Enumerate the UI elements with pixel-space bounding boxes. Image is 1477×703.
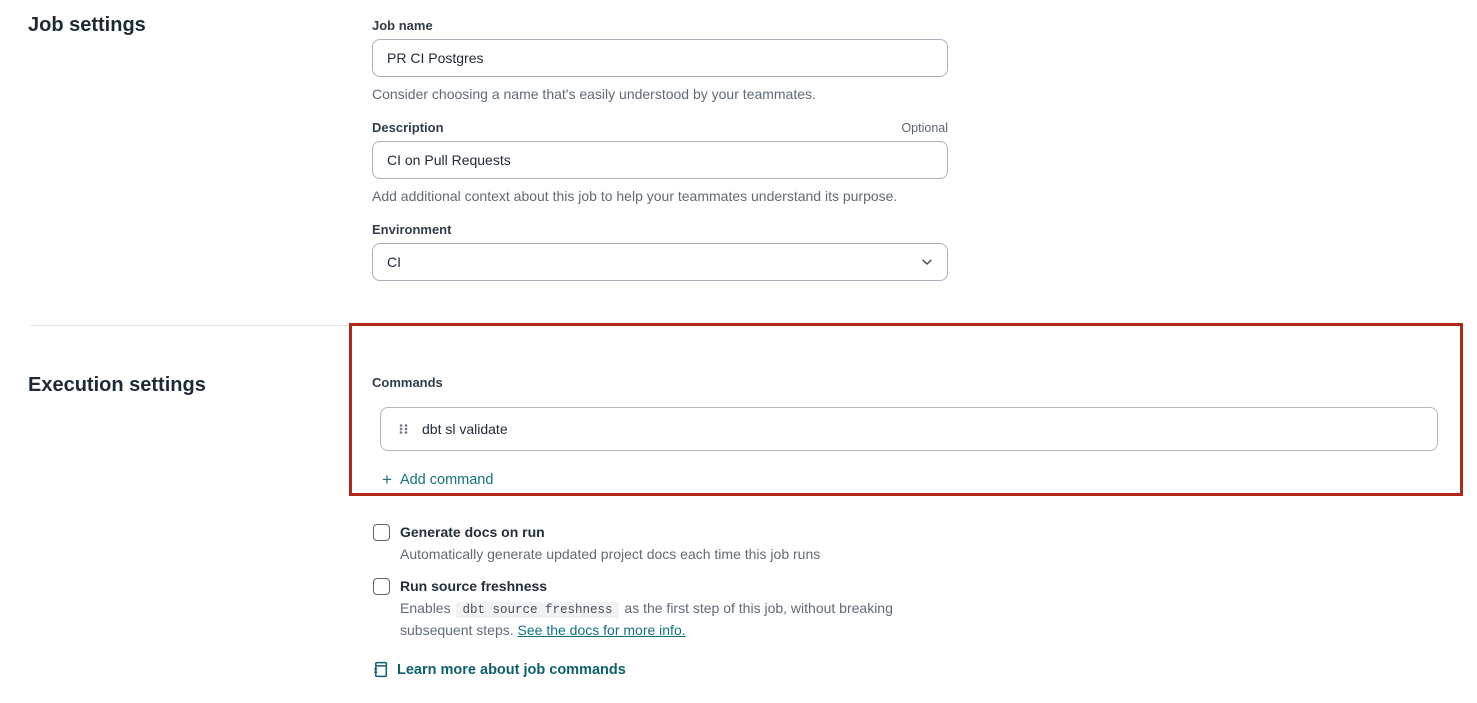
environment-label: Environment bbox=[372, 222, 452, 237]
job-settings-form bbox=[372, 18, 948, 281]
plus-icon: + bbox=[382, 470, 392, 489]
source-freshness-group bbox=[373, 578, 960, 640]
generate-docs-checkbox[interactable] bbox=[373, 524, 390, 541]
section-divider bbox=[30, 325, 1463, 326]
job-name-helper: Consider choosing a name that's easily understood by your teammates. bbox=[372, 86, 816, 102]
generate-docs-helper: Automatically generate updated project docs each time this job runs bbox=[400, 546, 821, 562]
source-freshness-helper-prefix: Enables bbox=[400, 600, 451, 616]
description-input[interactable] bbox=[372, 141, 948, 179]
source-freshness-code: dbt source freshness bbox=[456, 602, 618, 618]
add-command-button[interactable] bbox=[382, 471, 493, 488]
learn-more-label: Learn more about job commands bbox=[397, 661, 626, 678]
environment-selected-value: CI bbox=[387, 254, 401, 270]
command-row bbox=[380, 407, 1438, 451]
add-command-label: Add command bbox=[399, 471, 494, 488]
command-input[interactable] bbox=[422, 421, 1425, 437]
description-helper: Add additional context about this job to help your teammates understand its purpose. bbox=[372, 188, 898, 204]
generate-docs-label[interactable]: Generate docs on run bbox=[400, 524, 545, 540]
generate-docs-group bbox=[373, 524, 960, 564]
source-freshness-checkbox[interactable] bbox=[373, 578, 390, 595]
source-freshness-helper-suffix: as the first step of this job, without breaking subsequent steps. bbox=[400, 600, 893, 638]
source-freshness-label[interactable]: Run source freshness bbox=[400, 578, 548, 594]
commands-label: Commands bbox=[372, 375, 443, 390]
source-freshness-helper bbox=[400, 598, 960, 640]
book-icon bbox=[373, 661, 388, 678]
execution-settings-heading: Execution settings bbox=[28, 374, 206, 396]
drag-handle-icon[interactable] bbox=[396, 419, 411, 439]
description-optional-badge: Optional bbox=[901, 121, 948, 135]
job-name-label: Job name bbox=[372, 18, 433, 33]
description-label: Description bbox=[372, 120, 444, 135]
see-docs-link[interactable]: See the docs for more info. bbox=[517, 622, 686, 638]
learn-more-link[interactable] bbox=[373, 661, 626, 678]
job-settings-heading: Job settings bbox=[28, 14, 146, 36]
job-name-input[interactable] bbox=[372, 39, 948, 77]
chevron-down-icon bbox=[921, 258, 933, 266]
environment-select[interactable] bbox=[372, 243, 948, 281]
